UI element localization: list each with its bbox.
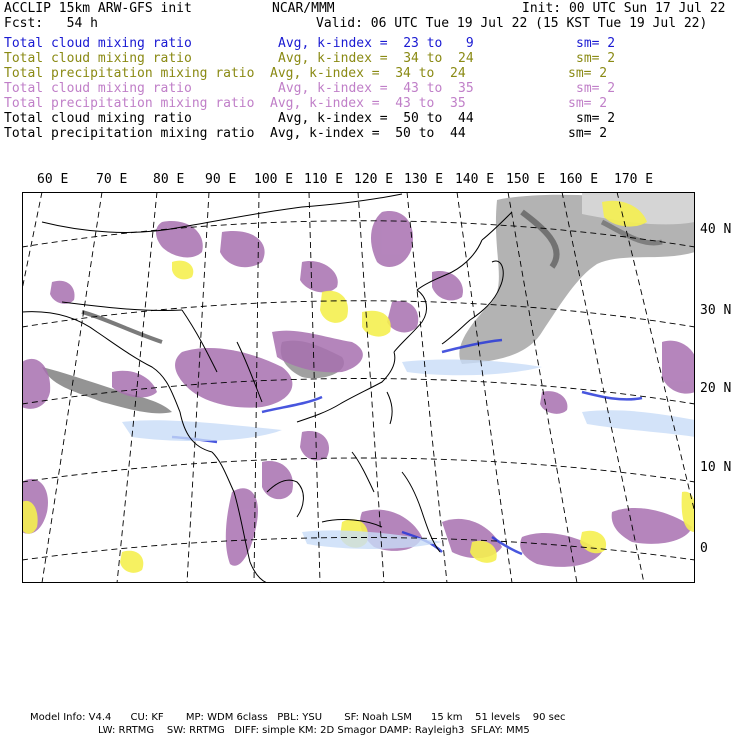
lat-label: 20 N: [700, 381, 732, 396]
field-smooth: sm= 2: [568, 126, 608, 141]
lat-label: 30 N: [700, 303, 732, 318]
field-smooth: sm= 2: [576, 111, 616, 126]
forecast-map: [22, 192, 695, 583]
field-name: Total precipitation mixing ratio: [4, 66, 255, 81]
field-row: [4, 81, 740, 96]
lon-label: 140 E: [455, 172, 495, 187]
lon-label: 60 E: [37, 172, 69, 187]
lat-label: 0: [700, 541, 708, 556]
lon-label: 80 E: [153, 172, 185, 187]
field-row: [4, 96, 740, 111]
lon-label: 130 E: [404, 172, 444, 187]
lat-label: 40 N: [700, 222, 732, 237]
lat-label: 10 N: [700, 460, 732, 475]
field-avg: Avg, k-index = 34 to 24: [278, 51, 474, 66]
field-avg: Avg, k-index = 43 to 35: [278, 81, 474, 96]
field-smooth: sm= 2: [576, 36, 616, 51]
lon-label: 150 E: [506, 172, 546, 187]
field-name: Total cloud mixing ratio: [4, 36, 192, 51]
field-smooth: sm= 2: [568, 96, 608, 111]
lon-label: 170 E: [614, 172, 654, 187]
field-name: Total precipitation mixing ratio: [4, 96, 255, 111]
field-name: Total cloud mixing ratio: [4, 81, 192, 96]
lon-label: 70 E: [96, 172, 128, 187]
field-name: Total cloud mixing ratio: [4, 51, 192, 66]
lon-label: 100 E: [254, 172, 294, 187]
field-row: [4, 126, 740, 141]
field-name: Total precipitation mixing ratio: [4, 126, 255, 141]
field-row: [4, 36, 740, 51]
field-avg: Avg, k-index = 50 to 44: [278, 111, 474, 126]
field-avg: Avg, k-index = 43 to 35: [270, 96, 466, 111]
forecast-hour: Fcst: 54 h: [4, 16, 98, 31]
field-avg: Avg, k-index = 50 to 44: [270, 126, 466, 141]
lon-label: 160 E: [559, 172, 599, 187]
lon-label: 90 E: [205, 172, 237, 187]
field-row: [4, 51, 740, 66]
init-time: Init: 00 UTC Sun 17 Jul 22: [522, 1, 726, 16]
field-name: Total cloud mixing ratio: [4, 111, 192, 126]
field-smooth: sm= 2: [576, 81, 616, 96]
valid-time: Valid: 06 UTC Tue 19 Jul 22 (15 KST Tue 19 Jul 22): [316, 16, 708, 31]
lon-label: 120 E: [354, 172, 394, 187]
model-info-line1: Model Info: V4.4 CU: KF MP: WDM 6class PBL: YSU SF: Noah LSM 15 km 51 levels 90 sec: [30, 712, 566, 723]
lon-label: 110 E: [304, 172, 344, 187]
center-label: NCAR/MMM: [272, 1, 335, 16]
field-smooth: sm= 2: [576, 51, 616, 66]
field-smooth: sm= 2: [568, 66, 608, 81]
field-row: [4, 66, 740, 81]
model-title: ACCLIP 15km ARW-GFS init: [4, 1, 192, 16]
field-avg: Avg, k-index = 23 to 9: [278, 36, 474, 51]
model-info-line2: LW: RRTMG SW: RRTMG DIFF: simple KM: 2D Smagor DAMP: Rayleigh3 SFLAY: MM5: [98, 725, 530, 736]
field-avg: Avg, k-index = 34 to 24: [270, 66, 466, 81]
field-row: [4, 111, 740, 126]
